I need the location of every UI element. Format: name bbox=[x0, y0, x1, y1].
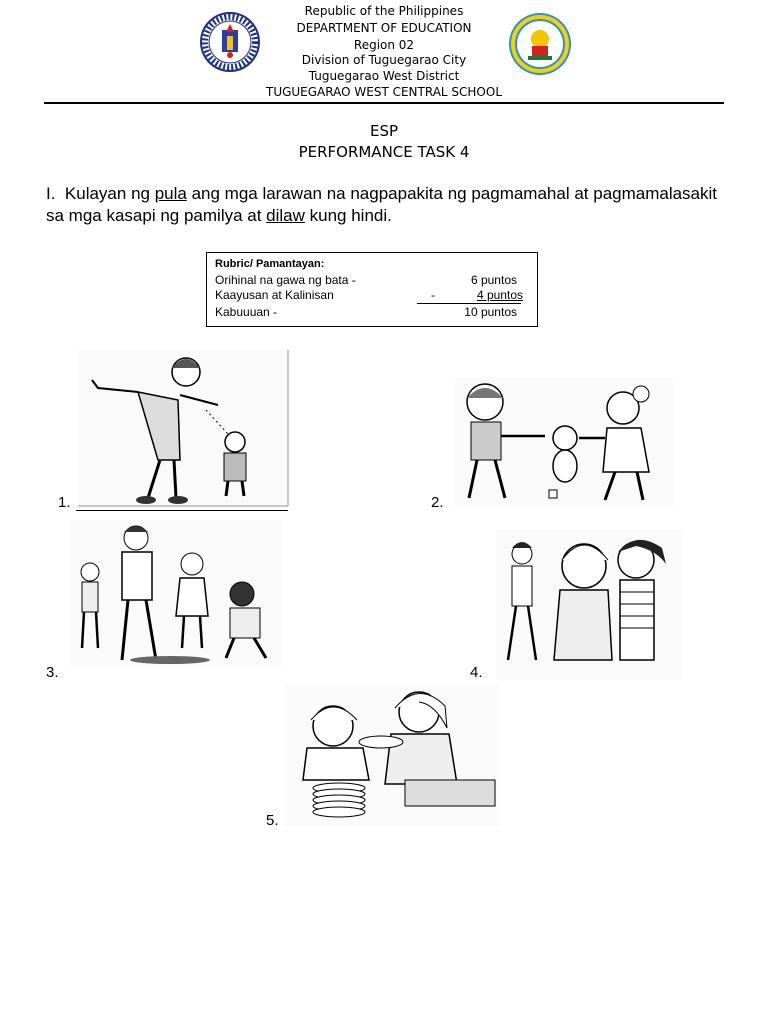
rubric-value-1: 6 puntos bbox=[470, 273, 517, 287]
rubric-label-1: Orihinal na gawa ng bata - bbox=[215, 273, 356, 287]
yellow-word: dilaw bbox=[266, 206, 305, 225]
picture-3-planting bbox=[70, 520, 282, 668]
instruction-part-3: kung hindi. bbox=[304, 206, 392, 225]
item-number-2: 2. bbox=[431, 494, 444, 511]
item-number-3: 3. bbox=[46, 664, 59, 681]
rubric-label-2: Kaayusan at Kalinisan bbox=[215, 288, 334, 302]
header-line-4: Division of Tuguegarao City bbox=[301, 53, 467, 67]
picture-4-whispering bbox=[496, 530, 682, 680]
rubric-row-1 bbox=[215, 273, 529, 288]
rubric-sum-line bbox=[417, 303, 521, 304]
header-line-3: Region 02 bbox=[353, 38, 415, 52]
instruction-part-1: Kulayan ng bbox=[64, 184, 155, 203]
header-line-6: TUGUEGARAO WEST CENTRAL SCHOOL bbox=[265, 85, 503, 99]
instruction-text bbox=[46, 183, 736, 227]
answer-line-1 bbox=[76, 510, 288, 511]
subject-title: ESP bbox=[369, 122, 399, 140]
header-line-1: Republic of the Philippines bbox=[304, 4, 464, 18]
picture-2-tug-of-war bbox=[455, 378, 673, 508]
rubric-heading: Rubric/ Pamantayan: bbox=[215, 258, 325, 270]
rubric-value-3: 10 puntos bbox=[464, 305, 517, 319]
header-line-2: DEPARTMENT OF EDUCATION bbox=[296, 21, 472, 35]
item-number-4: 4. bbox=[470, 664, 483, 681]
item-number-5: 5. bbox=[266, 812, 279, 829]
header-divider bbox=[44, 102, 724, 104]
instruction-part-2: ang mga larawan na nagpapakita ng pagmamahal at pagmamalasakit sa mga kasapi ng pamilya at bbox=[46, 184, 718, 225]
instruction-number: I. bbox=[46, 184, 56, 203]
rubric-row-3 bbox=[215, 305, 529, 320]
rubric-value-2: 4 puntos bbox=[476, 288, 523, 302]
rubric-row-2 bbox=[215, 288, 529, 303]
item-number-1: 1. bbox=[58, 494, 71, 511]
rubric-dash-2: - bbox=[431, 288, 435, 302]
task-title: PERFORMANCE TASK 4 bbox=[298, 143, 470, 161]
red-word: pula bbox=[154, 184, 187, 203]
picture-1-scolding bbox=[78, 350, 292, 510]
picture-5-dishwashing bbox=[285, 684, 499, 826]
rubric-box bbox=[206, 252, 538, 327]
header-line-5: Tuguegarao West District bbox=[308, 69, 460, 83]
rubric-label-3: Kabuuuan - bbox=[215, 305, 278, 319]
